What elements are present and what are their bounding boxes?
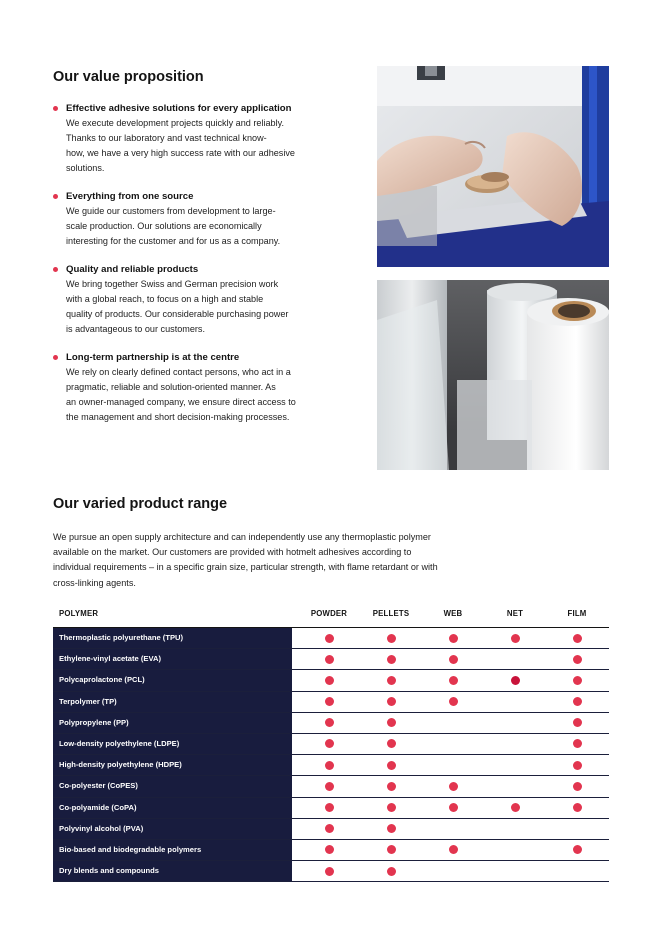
availability-dot-powder bbox=[325, 655, 334, 664]
polymer-name: Ethylene-vinyl acetate (EVA) bbox=[53, 649, 292, 669]
availability-dot-film bbox=[573, 761, 582, 770]
lab-photo-image bbox=[377, 66, 609, 267]
polymer-name: Low-density polyethylene (LDPE) bbox=[53, 734, 292, 754]
table-row bbox=[53, 692, 609, 713]
value-proposition-list bbox=[53, 102, 353, 439]
availability-dot-pellets bbox=[387, 676, 396, 685]
availability-dot-pellets bbox=[387, 655, 396, 664]
availability-dot-web bbox=[449, 697, 458, 706]
product-range-title: Our varied product range bbox=[53, 496, 228, 512]
value-item bbox=[53, 102, 353, 176]
availability-dot-web bbox=[449, 803, 458, 812]
polymer-column-header: POLYMER bbox=[59, 609, 99, 618]
column-header-film: FILM bbox=[567, 609, 587, 618]
table-row bbox=[53, 819, 609, 840]
availability-dot-powder bbox=[325, 761, 334, 770]
bullet-dot-icon bbox=[53, 355, 58, 360]
polymer-name: Dry blends and compounds bbox=[53, 861, 292, 881]
film-rolls-photo bbox=[377, 280, 609, 470]
availability-dot-pellets bbox=[387, 824, 396, 833]
table-body bbox=[53, 628, 609, 882]
product-range-table bbox=[53, 605, 609, 882]
bullet-dot-icon bbox=[53, 106, 58, 111]
availability-dot-net bbox=[511, 803, 520, 812]
availability-dot-film bbox=[573, 655, 582, 664]
availability-dot-powder bbox=[325, 845, 334, 854]
value-item-heading: Quality and reliable products bbox=[66, 264, 199, 275]
column-header-net: NET bbox=[506, 609, 524, 618]
bullet-dot-icon bbox=[53, 194, 58, 199]
availability-dot-film bbox=[573, 803, 582, 812]
table-row bbox=[53, 840, 609, 861]
availability-dot-film bbox=[573, 782, 582, 791]
availability-dot-film bbox=[573, 739, 582, 748]
availability-dot-powder bbox=[325, 739, 334, 748]
value-proposition-title: Our value proposition bbox=[53, 69, 204, 85]
availability-dot-web bbox=[449, 782, 458, 791]
polymer-name: Co-polyamide (CoPA) bbox=[53, 798, 292, 818]
table-row bbox=[53, 861, 609, 882]
column-header-pellets: PELLETS bbox=[372, 609, 410, 618]
availability-dot-film bbox=[573, 845, 582, 854]
availability-dot-pellets bbox=[387, 739, 396, 748]
polymer-name: Terpolymer (TP) bbox=[53, 692, 292, 712]
polymer-name: Co-polyester (CoPES) bbox=[53, 776, 292, 796]
value-item-body: We bring together Swiss and German precision work with a global reach, to focus on a high and stable quality of products. Our considerable purchasing power is advantageous to our customers. bbox=[66, 279, 289, 334]
availability-dot-pellets bbox=[387, 867, 396, 876]
availability-dot-powder bbox=[325, 867, 334, 876]
polymer-name: Thermoplastic polyurethane (TPU) bbox=[53, 628, 292, 648]
table-row bbox=[53, 776, 609, 797]
value-item-body: We rely on clearly defined contact persons, who act in a pragmatic, reliable and solution-oriented manner. As an owner-managed company, we ensure direct access to the management and short decision-making processes. bbox=[66, 367, 296, 422]
availability-dot-powder bbox=[325, 718, 334, 727]
availability-dot-powder bbox=[325, 697, 334, 706]
availability-dot-pellets bbox=[387, 718, 396, 727]
availability-dot-powder bbox=[325, 676, 334, 685]
value-item-body: We guide our customers from development to large- scale production. Our solutions are economically interesting for the customer and for us as a company. bbox=[66, 206, 281, 246]
value-item-heading: Effective adhesive solutions for every application bbox=[66, 103, 292, 114]
availability-dot-pellets bbox=[387, 634, 396, 643]
column-header-web: WEB bbox=[443, 609, 463, 618]
availability-dot-web bbox=[449, 655, 458, 664]
availability-dot-powder bbox=[325, 782, 334, 791]
polymer-name: Bio-based and biodegradable polymers bbox=[53, 840, 292, 860]
table-row bbox=[53, 713, 609, 734]
availability-dot-net bbox=[511, 676, 520, 685]
availability-dot-powder bbox=[325, 634, 334, 643]
table-row bbox=[53, 628, 609, 649]
availability-dot-web bbox=[449, 845, 458, 854]
availability-dot-net bbox=[511, 634, 520, 643]
availability-dot-film bbox=[573, 634, 582, 643]
table-row bbox=[53, 670, 609, 691]
availability-dot-pellets bbox=[387, 782, 396, 791]
value-item-body: We execute development projects quickly and reliably. Thanks to our laboratory and vast technical know- how, we have a very high success rate with our adhesive solutions. bbox=[66, 118, 295, 173]
availability-dot-pellets bbox=[387, 803, 396, 812]
availability-dot-pellets bbox=[387, 845, 396, 854]
table-row bbox=[53, 734, 609, 755]
table-header bbox=[53, 605, 609, 628]
product-range-intro: We pursue an open supply architecture and can independently use any thermoplastic polymer available on the market. Our customers are provided with hotmelt adhesives according to individual requirements – in a specific grain size, particular strength, with flame retardant or with cross-linking agents. bbox=[53, 532, 438, 588]
value-item-heading: Long-term partnership is at the centre bbox=[66, 352, 240, 363]
lab-photo bbox=[377, 66, 609, 267]
value-item-heading: Everything from one source bbox=[66, 191, 194, 202]
table-row bbox=[53, 755, 609, 776]
availability-dot-web bbox=[449, 676, 458, 685]
availability-dot-pellets bbox=[387, 761, 396, 770]
availability-dot-pellets bbox=[387, 697, 396, 706]
value-item bbox=[53, 263, 353, 337]
polymer-name: High-density polyethylene (HDPE) bbox=[53, 755, 292, 775]
availability-dot-web bbox=[449, 634, 458, 643]
bullet-dot-icon bbox=[53, 267, 58, 272]
column-header-powder: POWDER bbox=[310, 609, 348, 618]
availability-dot-powder bbox=[325, 803, 334, 812]
polymer-name: Polyvinyl alcohol (PVA) bbox=[53, 819, 292, 839]
availability-dot-powder bbox=[325, 824, 334, 833]
table-row bbox=[53, 798, 609, 819]
polymer-name: Polycaprolactone (PCL) bbox=[53, 670, 292, 690]
availability-dot-film bbox=[573, 697, 582, 706]
value-item bbox=[53, 190, 353, 249]
value-item bbox=[53, 351, 353, 425]
polymer-name: Polypropylene (PP) bbox=[53, 713, 292, 733]
availability-dot-film bbox=[573, 676, 582, 685]
availability-dot-film bbox=[573, 718, 582, 727]
table-row bbox=[53, 649, 609, 670]
film-rolls-image bbox=[377, 280, 609, 470]
